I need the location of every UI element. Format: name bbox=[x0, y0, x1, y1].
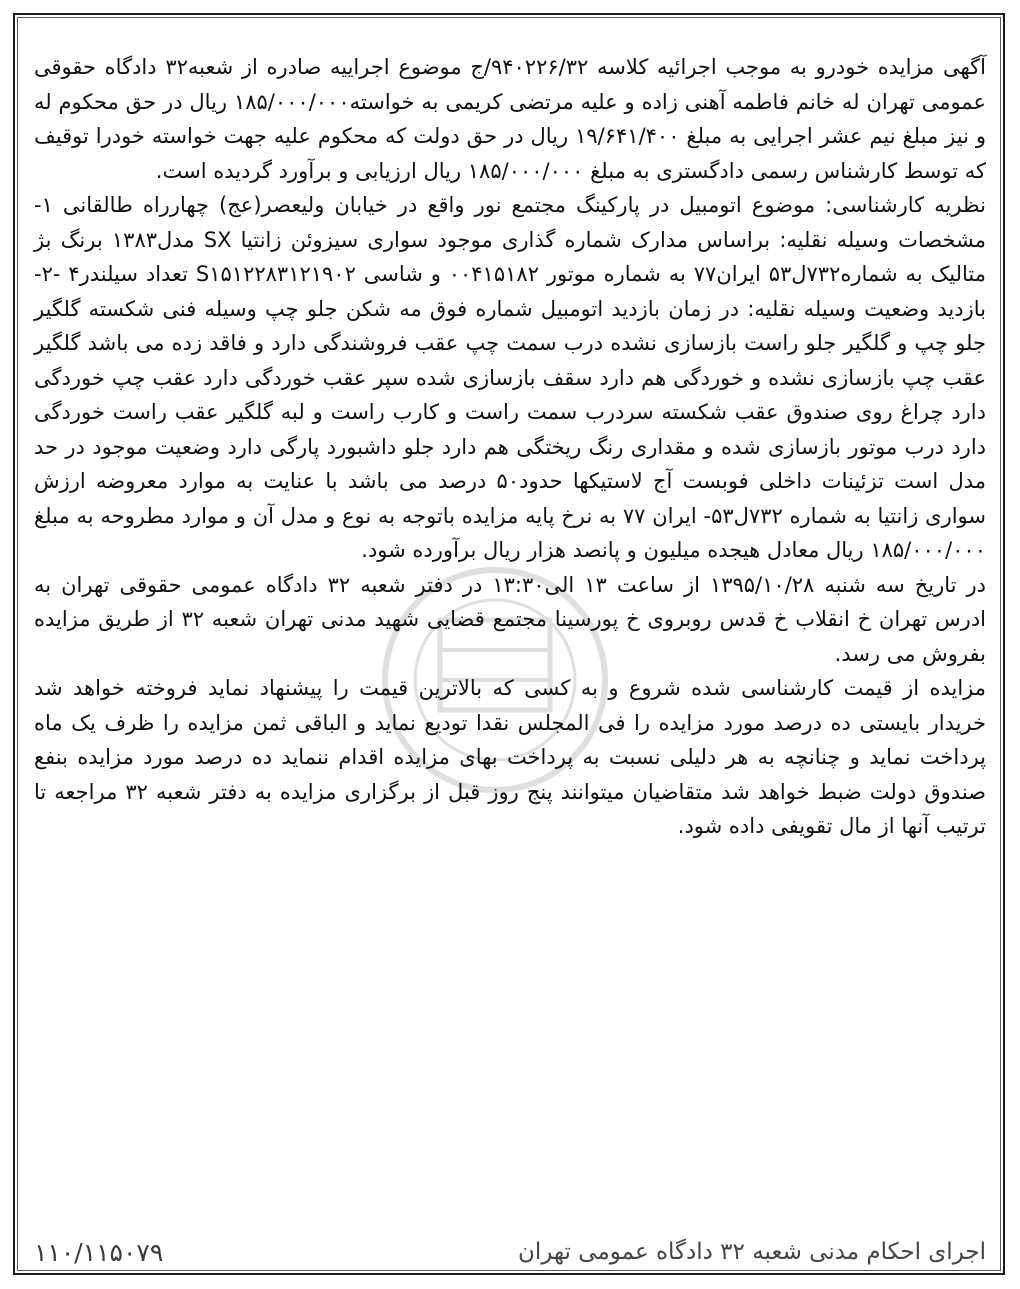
notice-paragraph-intro: آگهی مزایده خودرو به موجب اجرائیه کلاسه ۹۴۰۲۲۶/۳۲/ج موضوع اجراییه صادره از شعبه۳۲ دادگاه حقوقی عمومی تهران له خانم فاطمه آهنی زاده و علیه مرتضی کریمی به خواسته۱۸۵/۰۰۰/۰۰۰ ریال در حق محکوم له و نیز مبلغ نیم عشر اجرایی به مبلغ ۱۹/۶۴۱/۴۰۰ ریال در حق دولت که محکوم علیه جهت خواسته خودرا توقیف که توسط کارشناس رسمی دادگستری به مبلغ ۱۸۵/۰۰۰/۰۰۰ ریال ارزیابی و برآورد گردیده است. bbox=[34, 55, 986, 183]
notice-paragraph-auction-date: در تاریخ سه شنبه ۱۳۹۵/۱۰/۲۸ از ساعت ۱۳ الی۱۳:۳۰ در دفتر شعبه ۳۲ دادگاه عمومی حقوقی تهران به ادرس تهران خ انقلاب خ قدس روبروی خ پورسینا مجتمع قضایی شهید مدنی تهران شعبه ۳۲ از طریق مزایده بفروش می رسد. bbox=[34, 572, 987, 666]
notice-paragraph-expert-opinion: نظریه کارشناسی: موضوع اتومبیل در پارکینگ مجتمع نور واقع در خیابان ولیعصر(عج) چهارراه طالقانی ۱-مشخصات وسیله نقلیه: براساس مدارک شماره گذاری موجود سواری سیزوئن زانتیا SX مدل۱۳۸۳ برنگ بژ متالیک به شماره۷۳۲ل۵۳ ایران۷۷ به شماره موتور ۰۰۴۱۵۱۸۲ و شاسی S۱۵۱۲۲۸۳۱۲۱۹۰۲ تعداد سیلندر۴ -۲-بازدید وضعیت وسیله نقلیه: در زمان بازدید اتومبیل شماره فوق مه شکن جلو چپ وسیله فنی شکسته گلگیر جلو چپ و گلگیر جلو راست بازسازی نشده درب سمت چپ عقب فروشندگی دارد و فاقد زده می باشد گلگیر عقب چپ بازسازی نشده و خوردگی هم دارد سقف بازسازی شده سپر عقب خوردگی دارد عقب چپ خوردگی دارد چراغ روی صندوق عقب شکسته سردرب سمت راست و کارب راست و لبه گلگیر عقب راست خوردگی دارد درب موتور بازسازی شده و مقداری رنگ ریختگی هم دارد جلو داشبورد پارگی دارد وضعیت موجود در حد مدل است تزئینات داخلی فوبست آج لاستیکها حدود۵۰ درصد می باشد با عنایت به موارد معروضه ارزش سواری زانتیا به شماره ۷۳۲ل۵۳- ایران ۷۷ به نرخ پایه مزایده باتوجه به نوع و مدل آن و موارد مطروحه به مبلغ ۱۸۵/۰۰۰/۰۰۰ ریال معادل هیجده میلیون و پانصد هزار ریال برآورده شود. bbox=[34, 193, 987, 562]
notice-footer bbox=[34, 1232, 986, 1272]
notice-code: ۱۱۰/۱۱۵۰۷۹ bbox=[34, 1237, 164, 1267]
auction-notice-body bbox=[34, 50, 986, 844]
notice-paragraph-auction-terms: مزایده از قیمت کارشناسی شده شروع و به کسی که بالاترین قیمت را پیشنهاد نماید فروخته خواهد شد خریدار بایستی ده درصد مورد مزایده را فی المجلس نقدا تودیع نماید و الباقی ثمن مزایده را ظرف یک ماه پرداخت نماید و چنانچه به هر دلیلی نسبت به پرداخت بهای مزایده اقدام ننماید ده درصد مورد مزایده بنفع صندوق دولت ضبط خواهد شد متقاضیان میتوانند پنج روز قبل از برگزاری مزایده به دفتر شعبه ۳۲ مراجعه تا ترتیب آنها از مال تقویفی داده شود. bbox=[34, 676, 986, 838]
issuer-signature: اجرای احکام مدنی شعبه ۳۲ دادگاه عمومی تهران bbox=[517, 1239, 986, 1265]
